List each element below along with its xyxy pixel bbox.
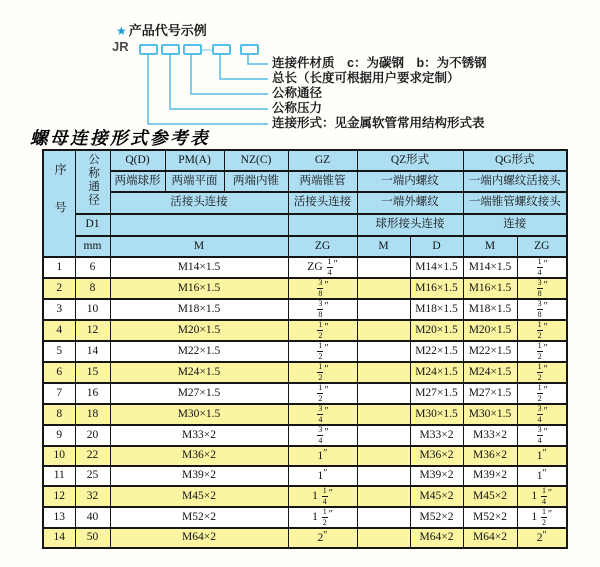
cell-m-thread: M33×2: [110, 425, 288, 446]
code-dash: —: [200, 42, 212, 56]
cell-qg-m: M22×1.5: [463, 341, 517, 362]
cell-m-thread: M36×2: [110, 446, 288, 466]
header-seq: 序号: [43, 150, 75, 257]
cell-m-thread: M20×1.5: [110, 320, 288, 341]
cell-qz-m: [357, 466, 410, 486]
header-desc-qg: 一端内螺纹活接头: [463, 171, 567, 192]
header-desc2-qz: 一端外螺纹: [357, 192, 463, 214]
cell-dn: 16: [75, 383, 110, 404]
cell-qg-m: M20×1.5: [463, 320, 517, 341]
cell-m-thread: M64×2: [110, 528, 288, 548]
header-desc-q: 两端球形: [110, 171, 165, 192]
cell-seq: 8: [43, 404, 75, 425]
cell-qg-zg: $\frac{1}{2}$ ″: [517, 362, 567, 383]
cell-m-thread: M52×2: [110, 507, 288, 528]
diagram-title: [116, 20, 207, 39]
diagram-label-length: 总长（长度可根据用户要求定制）: [272, 71, 460, 85]
header-empty-gz: [288, 214, 357, 236]
header-desc-nz: 两端内锥: [224, 171, 288, 192]
cell-qz-m: [357, 341, 410, 362]
cell-qz-m: [357, 362, 410, 383]
cell-dn: 14: [75, 341, 110, 362]
cell-qz-m: [357, 299, 410, 320]
cell-seq: 7: [43, 383, 75, 404]
table-row: [43, 446, 567, 466]
cell-dn: 20: [75, 425, 110, 446]
code-prefix: JR: [112, 39, 129, 54]
cell-gz-zg: $\frac{3}{8}$ ″: [288, 278, 357, 299]
cell-dn: 10: [75, 299, 110, 320]
table-row: [43, 299, 567, 320]
cell-seq: 9: [43, 425, 75, 446]
table-row: [43, 466, 567, 486]
cell-qg-zg: 1 $\frac{1}{2}$ ″: [517, 507, 567, 528]
cell-qz-m: [357, 257, 410, 278]
cell-qz-d: M52×2: [410, 507, 463, 528]
table-row: [43, 404, 567, 425]
cell-qg-m: M36×2: [463, 446, 517, 466]
cell-m-thread: M39×2: [110, 466, 288, 486]
cell-qz-d: M27×1.5: [410, 383, 463, 404]
cell-qz-m: [357, 383, 410, 404]
header-code-pm: PM(A): [165, 150, 224, 171]
cell-qz-d: M33×2: [410, 425, 463, 446]
cell-qg-zg: 1″: [517, 466, 567, 486]
cell-seq: 11: [43, 466, 75, 486]
cell-qz-d: M64×2: [410, 528, 463, 548]
cell-qg-zg: 1 $\frac{1}{4}$ ″: [517, 486, 567, 507]
star-icon: ★: [116, 24, 127, 38]
cell-qz-d: M45×2: [410, 486, 463, 507]
table-title: 螺母连接形式参考表: [30, 128, 210, 148]
cell-dn: 18: [75, 404, 110, 425]
header-m: M: [110, 236, 288, 257]
cell-qg-m: M16×1.5: [463, 278, 517, 299]
cell-qz-m: [357, 425, 410, 446]
cell-qz-d: M16×1.5: [410, 278, 463, 299]
cell-m-thread: M14×1.5: [110, 257, 288, 278]
header-code-gz: GZ: [288, 150, 357, 171]
cell-m-thread: M45×2: [110, 486, 288, 507]
header-desc-pm: 两端平面: [165, 171, 224, 192]
code-box-5: [240, 44, 259, 55]
cell-qz-m: [357, 278, 410, 299]
cell-qz-d: M14×1.5: [410, 257, 463, 278]
cell-gz-zg: $\frac{1}{2}$ ″: [288, 383, 357, 404]
cell-seq: 3: [43, 299, 75, 320]
cell-qg-zg: $\frac{1}{2}$ ″: [517, 383, 567, 404]
cell-gz-zg: 2″: [288, 528, 357, 548]
header-qg-m: M: [463, 236, 517, 257]
cell-qz-d: M18×1.5: [410, 299, 463, 320]
table-row: [43, 320, 567, 341]
cell-qg-m: M33×2: [463, 425, 517, 446]
diagram-label-pressure: 公称压力: [272, 101, 323, 115]
cell-dn: 50: [75, 528, 110, 548]
cell-gz-zg: 1″: [288, 446, 357, 466]
cell-dn: 25: [75, 466, 110, 486]
cell-qz-m: [357, 446, 410, 466]
cell-m-thread: M16×1.5: [110, 278, 288, 299]
cell-dn: 22: [75, 446, 110, 466]
table-row: [43, 362, 567, 383]
header-desc3-qg: 连接: [463, 214, 567, 236]
cell-gz-zg: $\frac{3}{8}$ ″: [288, 299, 357, 320]
table-row: [43, 486, 567, 507]
header-code-qz: QZ形式: [357, 150, 463, 171]
cell-qg-zg: $\frac{3}{4}$ ″: [517, 404, 567, 425]
cell-dn: 6: [75, 257, 110, 278]
cell-qg-zg: $\frac{3}{8}$ ″: [517, 299, 567, 320]
code-box-4: [212, 44, 231, 55]
cell-dn: 32: [75, 486, 110, 507]
cell-qg-zg: $\frac{1}{2}$ ″: [517, 341, 567, 362]
cell-qz-m: [357, 507, 410, 528]
cell-qg-zg: $\frac{1}{2}$ ″: [517, 320, 567, 341]
cell-seq: 5: [43, 341, 75, 362]
header-desc3-qz: 球形接头连接: [357, 214, 463, 236]
cell-qg-m: M64×2: [463, 528, 517, 548]
cell-qg-zg: 2″: [517, 528, 567, 548]
cell-dn: 8: [75, 278, 110, 299]
header-union-connect: 活接头连接: [110, 192, 288, 214]
cell-gz-zg: $\frac{1}{2}$ ″: [288, 320, 357, 341]
cell-qg-zg: $\frac{1}{4}$ ″: [517, 257, 567, 278]
code-box-2: [161, 44, 180, 55]
cell-gz-zg: $\frac{3}{4}$ ″: [288, 404, 357, 425]
cell-qg-m: M30×1.5: [463, 404, 517, 425]
cell-seq: 12: [43, 486, 75, 507]
cell-seq: 10: [43, 446, 75, 466]
reference-table: [42, 149, 568, 549]
cell-qg-m: M27×1.5: [463, 383, 517, 404]
diagram-label-diameter: 公称通径: [272, 86, 323, 100]
table-row: [43, 507, 567, 528]
cell-qz-d: M39×2: [410, 466, 463, 486]
header-desc-gz: 两端锥管: [288, 171, 357, 192]
diagram-title-text: 产品代号示例: [128, 23, 207, 38]
header-empty-left: [110, 214, 288, 236]
cell-gz-zg: 1″: [288, 466, 357, 486]
header-qz-d: D: [410, 236, 463, 257]
header-code-q: Q(D): [110, 150, 165, 171]
cell-qz-m: [357, 528, 410, 548]
table-row: [43, 528, 567, 548]
cell-qz-d: M30×1.5: [410, 404, 463, 425]
cell-gz-zg: ZG $\frac{1}{4}$ ″: [288, 257, 357, 278]
cell-qz-d: M22×1.5: [410, 341, 463, 362]
cell-qg-m: M52×2: [463, 507, 517, 528]
cell-seq: 2: [43, 278, 75, 299]
cell-dn: 40: [75, 507, 110, 528]
header-desc-qz: 一端内螺纹: [357, 171, 463, 192]
cell-qg-m: M39×2: [463, 466, 517, 486]
header-dn: 公称通径: [75, 150, 110, 214]
code-box-1: [139, 44, 158, 55]
reference-table-wrap: [42, 149, 568, 549]
cell-gz-zg: 1 $\frac{1}{4}$ ″: [288, 486, 357, 507]
diagram-label-connection: 连接形式：见金属软管常用结构形式表: [272, 116, 485, 130]
cell-qg-m: M14×1.5: [463, 257, 517, 278]
cell-qz-d: M36×2: [410, 446, 463, 466]
cell-seq: 1: [43, 257, 75, 278]
cell-seq: 14: [43, 528, 75, 548]
cell-qg-m: M24×1.5: [463, 362, 517, 383]
header-code-qg: QG形式: [463, 150, 567, 171]
cell-gz-zg: 1 $\frac{1}{2}$ ″: [288, 507, 357, 528]
cell-dn: 12: [75, 320, 110, 341]
table-row: [43, 425, 567, 446]
cell-qz-d: M20×1.5: [410, 320, 463, 341]
cell-qz-m: [357, 404, 410, 425]
table-row: [43, 383, 567, 404]
cell-qg-zg: 1″: [517, 446, 567, 466]
header-desc2-qg: 一端锥管螺纹接头: [463, 192, 567, 214]
cell-qz-d: M24×1.5: [410, 362, 463, 383]
header-d1: D1: [75, 214, 110, 236]
header-gz-connect: 活接头连接: [288, 192, 357, 214]
cell-qg-zg: $\frac{3}{4}$ ″: [517, 425, 567, 446]
cell-gz-zg: $\frac{1}{2}$ ″: [288, 341, 357, 362]
cell-qg-m: M18×1.5: [463, 299, 517, 320]
table-row: [43, 257, 567, 278]
cell-m-thread: M18×1.5: [110, 299, 288, 320]
table-row: [43, 278, 567, 299]
cell-seq: 13: [43, 507, 75, 528]
header-code-nz: NZ(C): [224, 150, 288, 171]
diagram-label-material: 连接件材质 c：为碳钢 b：为不锈钢: [272, 56, 487, 70]
header-qz-m: M: [357, 236, 410, 257]
cell-gz-zg: $\frac{1}{2}$ ″: [288, 362, 357, 383]
cell-qz-m: [357, 486, 410, 507]
cell-m-thread: M24×1.5: [110, 362, 288, 383]
header-zg: ZG: [288, 236, 357, 257]
table-row: [43, 341, 567, 362]
cell-qg-zg: $\frac{3}{8}$ ″: [517, 278, 567, 299]
header-mm: mm: [75, 236, 110, 257]
cell-seq: 6: [43, 362, 75, 383]
cell-qz-m: [357, 320, 410, 341]
cell-dn: 15: [75, 362, 110, 383]
table-body: [43, 257, 567, 548]
cell-gz-zg: $\frac{3}{4}$ ″: [288, 425, 357, 446]
cell-m-thread: M22×1.5: [110, 341, 288, 362]
cell-seq: 4: [43, 320, 75, 341]
cell-m-thread: M30×1.5: [110, 404, 288, 425]
cell-m-thread: M27×1.5: [110, 383, 288, 404]
cell-qg-m: M45×2: [463, 486, 517, 507]
header-qg-zg: ZG: [517, 236, 567, 257]
